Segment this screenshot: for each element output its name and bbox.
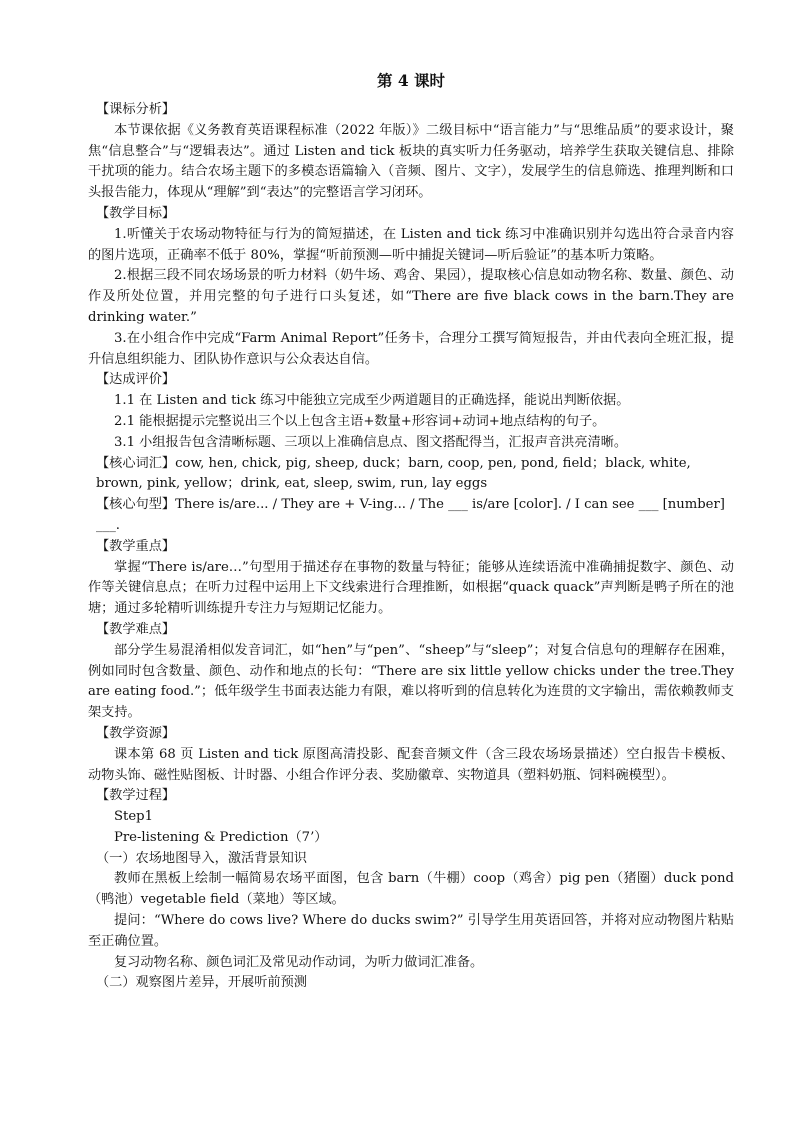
heading-key-points: 【教学重点】 [96,538,176,554]
step-label: Step1 [114,809,153,825]
key-points-text: 掌握“There is/are…”句型用于描述存在事物的数量与特征；能够从连续语流中准确捕捉数字、颜色、动作等关键信息点；在听力过程中运用上下文线索进行合理推断，如根据“quack quack”声判断是鸭子所在的池塘；通过多轮精听训练提升专注力与短期记忆能力。 [88,559,734,617]
core-vocabulary-text: cow, hen, chick, pig, sheep, duck；barn, coop, pen, pond, field；black, white, brown, pink, yellow；drink, eat, sleep, swim, run, lay eggs [96,455,691,492]
evaluation-item: 3.1 小组报告包含清晰标题、三项以上准确信息点、图文搭配得当，汇报声音洪亮清晰。 [114,434,628,450]
step-title: Pre-listening & Prediction（7’） [114,829,328,845]
heading-evaluation: 【达成评价】 [96,372,176,388]
heading-resources: 【教学资源】 [96,725,176,741]
heading-difficulties: 【教学难点】 [96,621,176,637]
difficulties-text: 部分学生易混淆相似发音词汇，如“hen”与“pen”、“sheep”与“sleep”；对复合信息句的理解存在困难，例如同时包含数量、颜色、动作和地点的长句：“There are six little yellow chicks under the tree.They are eating food.”；低年级学生书面表达能力有限，难以将听到的信息转化为连贯的文字输出，需依赖教师支架支持。 [88,642,734,721]
page-title: 第 4 课时 [376,71,446,90]
process-paragraph: 教师在黑板上绘制一幅简易农场平面图，包含 barn（牛棚）coop（鸡舍）pig pen（猪圈）duck pond（鸭池）vegetable field（菜地）等区域。 [88,871,734,908]
evaluation-item: 1.1 在 Listen and tick 练习中能独立完成至少两道题目的正确选择，能说出判断依据。 [114,393,630,409]
resources-text: 课本第 68 页 Listen and tick 原图高清投影、配套音频文件（含三段农场场景描述）空白报告卡模板、动物头饰、磁性贴图板、计时器、小组合作评分表、奖励徽章、实物道具（塑料奶瓶、饲料碗模型）。 [88,746,734,783]
heading-core-sentences: 【核心句型】 [96,497,176,513]
core-sentences-text: There is/are... / They are + V-ing... / The ___ is/are [color]. / I can see ___ [number] ___. [96,497,725,533]
process-paragraph: 复习动物名称、颜色词汇及常见动作动词，为听力做词汇准备。 [114,954,484,970]
heading-curriculum-analysis: 【课标分析】 [96,102,176,117]
subheading-picture-prediction: （二）观察图片差异，开展听前预测 [96,975,307,991]
core-sentences-line [88,495,734,537]
heading-teaching-objectives: 【教学目标】 [96,205,176,221]
evaluation-item: 2.1 能根据提示完整说出三个以上包含主语+数量+形容词+动词+地点结构的句子。 [114,413,606,429]
objective-item: 3.在小组合作中完成“Farm Animal Report”任务卡，合理分工撰写简短报告，并由代表向全班汇报，提升信息组织能力、团队协作意识与公众表达自信。 [88,330,734,367]
curriculum-analysis-text: 本节课依据《义务教育英语课程标准（2022 年版）》二级目标中“语言能力”与“思维品质”的要求设计，聚焦“信息整合”与“逻辑表达”。通过 Listen and tick 板块的真实听力任务驱动，培养学生获取关键信息、排除干扰项的能力。结合农场主题下的多模态语篇输入（音频、图片、文字），发展学生的信息筛选、推理判断和口头报告能力，体现从“理解”到“表达”的完整语言学习闭环。 [88,122,734,201]
objective-item: 1.听懂关于农场动物特征与行为的简短描述，在 Listen and tick 练习中准确识别并勾选出符合录音内容的图片选项，正确率不低于 80%，掌握“听前预测—听中捕捉关键词—听后验证”的基本听力策略。 [88,226,734,263]
core-vocabulary-line [88,454,734,496]
objective-item: 2.根据三段不同农场场景的听力材料（奶牛场、鸡舍、果园），提取核心信息如动物名称、数量、颜色、动作及所处位置，并用完整的句子进行口头复述，如“There are five black cows in the barn.They are drinking water.” [88,268,734,325]
heading-core-vocabulary: 【核心词汇】 [96,455,176,471]
heading-teaching-process: 【教学过程】 [96,788,176,804]
process-paragraph: 提问：“Where do cows live? Where do ducks swim?” 引导学生用英语回答，并将对应动物图片粘贴至正确位置。 [88,913,734,949]
subheading-farm-map: （一）农场地图导入，激活背景知识 [96,850,307,866]
